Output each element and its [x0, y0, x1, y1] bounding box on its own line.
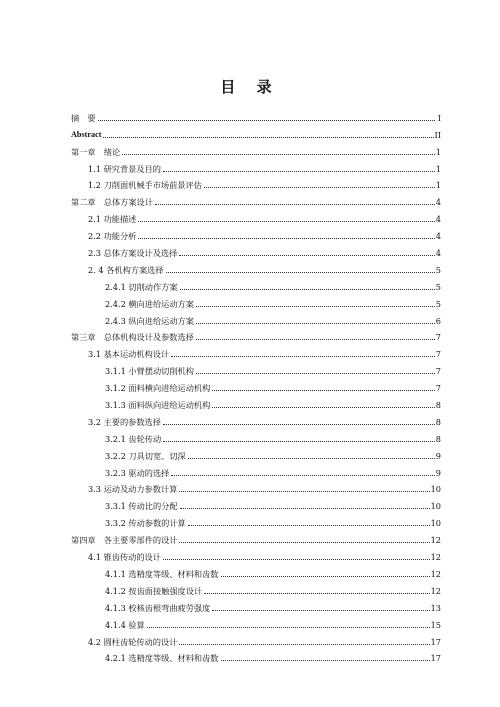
toc-entry[interactable] — [71, 140, 441, 157]
toc-entry-label: 3.1.1 小臂摆动切削机构 — [105, 366, 194, 377]
toc-entry-page-number: 9 — [435, 467, 441, 478]
toc-entry[interactable] — [71, 478, 441, 495]
dot-leader — [212, 384, 434, 391]
toc-entry[interactable] — [71, 630, 441, 647]
dot-leader — [196, 333, 435, 340]
toc-entry-label: 第三章 总体机构设计及参数选择 — [71, 332, 194, 343]
toc-entry[interactable] — [71, 579, 441, 596]
dot-leader — [212, 401, 434, 408]
toc-entry-label: 4.2 圆柱齿轮传动的设计 — [88, 636, 178, 647]
toc-entry[interactable] — [71, 613, 441, 630]
toc-entry[interactable] — [71, 511, 441, 528]
toc-entry-label: 2.4.1 切削动作方案 — [105, 281, 178, 292]
toc-entry-label: 3.3.1 传动比的分配 — [105, 501, 178, 512]
dot-leader — [180, 283, 435, 290]
toc-entry-label: 4.1.3 校核齿根弯曲疲劳强度 — [105, 602, 211, 613]
toc-entry-label: 第一章 绪论 — [71, 146, 121, 157]
toc-entry-page-number: 12 — [430, 585, 441, 596]
toc-entry-page-number: I — [437, 112, 441, 123]
toc-entry[interactable] — [71, 647, 441, 664]
toc-entry-label: 4.1 锥齿传动的设计 — [88, 552, 161, 563]
dot-leader — [221, 654, 430, 661]
toc-entry-label: 2.4.3 纵向进给运动方案 — [105, 315, 194, 326]
dot-leader — [188, 519, 430, 526]
toc-entry-page-number: 1 — [435, 163, 441, 174]
dot-leader — [138, 215, 434, 222]
toc-entry-page-number: 10 — [430, 484, 441, 495]
toc-entry-page-number: 15 — [430, 619, 441, 630]
toc-entry-label: 3.2 主要的参数选择 — [88, 416, 161, 427]
toc-entry-page-number: 7 — [435, 383, 441, 394]
toc-entry-page-number: 12 — [430, 568, 441, 579]
toc-entry-page-number: 8 — [435, 416, 441, 427]
dot-leader — [212, 604, 429, 611]
dot-leader — [103, 131, 433, 138]
toc-entry[interactable] — [71, 494, 441, 511]
toc-entry[interactable] — [71, 157, 441, 174]
toc-entry-page-number: 10 — [430, 518, 441, 529]
toc-list — [71, 106, 441, 663]
toc-entry-page-number: 10 — [430, 501, 441, 512]
dot-leader — [204, 587, 429, 594]
toc-entry[interactable] — [71, 106, 441, 123]
dot-leader — [196, 367, 435, 374]
toc-entry[interactable] — [71, 545, 441, 562]
toc-entry[interactable] — [71, 309, 441, 326]
toc-entry[interactable] — [71, 207, 441, 224]
toc-entry-label: 2.4.2 横向进给运动方案 — [105, 298, 194, 309]
toc-entry-label: 3.2.2 刀具切宽、切深 — [105, 450, 186, 461]
toc-entry-label: 3.2.1 齿轮传动 — [105, 433, 162, 444]
toc-entry-page-number: 4 — [435, 197, 441, 208]
toc-entry-page-number: 7 — [435, 332, 441, 343]
toc-entry-label: 3.3.2 传动参数的计算 — [105, 518, 186, 529]
dot-leader — [163, 418, 435, 425]
dot-leader — [147, 621, 430, 628]
dot-leader — [179, 249, 434, 256]
toc-entry[interactable] — [71, 359, 441, 376]
toc-entry[interactable] — [71, 190, 441, 207]
toc-entry[interactable] — [71, 528, 441, 545]
dot-leader — [179, 485, 429, 492]
toc-entry[interactable] — [71, 427, 441, 444]
toc-entry-label: 3.3 运动及动力参数计算 — [88, 484, 178, 495]
toc-entry[interactable] — [71, 275, 441, 292]
toc-entry-label: 2.2 功能分析 — [88, 231, 137, 242]
toc-entry-page-number: 8 — [435, 400, 441, 411]
toc-entry-label: 2.1 功能描述 — [88, 214, 137, 225]
toc-entry-label: 3.1.3 面料纵向进给运动机构 — [105, 400, 211, 411]
toc-entry-label: 3.1.2 面料横向进给运动机构 — [105, 383, 211, 394]
dot-leader — [188, 452, 435, 459]
dot-leader — [179, 536, 429, 543]
toc-entry-page-number: 7 — [435, 366, 441, 377]
toc-entry-label: 第四章 各主要零部件的设计 — [71, 535, 178, 546]
toc-entry-page-number: 8 — [435, 433, 441, 444]
toc-entry-page-number: 4 — [435, 214, 441, 225]
toc-entry-label: 2.3 总体方案设计及选择 — [88, 248, 178, 259]
toc-entry-page-number: 5 — [435, 298, 441, 309]
toc-title: 目 录 — [220, 78, 280, 96]
dot-leader — [163, 165, 435, 172]
toc-entry-label: 4.1.1 选精度等级、材料和齿数 — [105, 568, 219, 579]
toc-entry-label: 4.1.4 验算 — [105, 619, 145, 630]
toc-entry-label: 1.1 研究背景及目的 — [88, 163, 161, 174]
toc-entry[interactable] — [71, 123, 441, 140]
toc-entry-page-number: 17 — [430, 636, 441, 647]
toc-entry[interactable] — [71, 562, 441, 579]
toc-entry-page-number: 6 — [435, 315, 441, 326]
dot-leader — [171, 350, 435, 357]
dot-leader — [196, 300, 435, 307]
toc-entry[interactable] — [71, 376, 441, 393]
toc-entry[interactable] — [71, 241, 441, 258]
toc-entry-page-number: 12 — [430, 552, 441, 563]
dot-leader — [179, 638, 429, 645]
toc-entry-label: 4.2.1 选精度等级、材料和齿数 — [105, 653, 219, 664]
dot-leader — [122, 148, 435, 155]
toc-entry-page-number: 5 — [435, 264, 441, 275]
toc-entry[interactable] — [71, 393, 441, 410]
toc-entry-label: 第二章 总体方案设计 — [71, 197, 153, 208]
dot-leader — [180, 502, 430, 509]
dot-leader — [204, 181, 435, 188]
dot-leader — [196, 317, 435, 324]
dot-leader — [163, 435, 435, 442]
dot-leader — [166, 266, 435, 273]
toc-entry-label: 3.1 基本运动机构设计 — [88, 349, 170, 360]
toc-entry[interactable] — [71, 342, 441, 359]
toc-entry[interactable] — [71, 224, 441, 241]
dot-leader — [98, 114, 435, 121]
toc-entry-page-number: 5 — [435, 281, 441, 292]
toc-entry[interactable] — [71, 596, 441, 613]
toc-entry-label: Abstract — [71, 129, 102, 139]
toc-entry-label: 摘 要 — [71, 112, 96, 123]
toc-entry-page-number: 9 — [435, 450, 441, 461]
toc-entry[interactable] — [71, 461, 441, 478]
toc-entry-page-number: 12 — [430, 535, 441, 546]
toc-entry-page-number: 1 — [435, 180, 441, 191]
dot-leader — [155, 198, 435, 205]
toc-entry[interactable] — [71, 258, 441, 275]
toc-entry-page-number: 7 — [435, 349, 441, 360]
toc-entry[interactable] — [71, 292, 441, 309]
toc-entry-page-number: 4 — [435, 231, 441, 242]
toc-entry-page-number: II — [434, 129, 441, 140]
dot-leader — [138, 232, 434, 239]
toc-entry-page-number: 1 — [435, 146, 441, 157]
toc-entry[interactable] — [71, 326, 441, 343]
dot-leader — [221, 570, 430, 577]
toc-entry-page-number: 4 — [435, 248, 441, 259]
toc-entry-label: 2. 4 各机构方案选择 — [88, 264, 164, 275]
toc-entry[interactable] — [71, 174, 441, 191]
toc-entry-page-number: 17 — [430, 653, 441, 664]
toc-entry[interactable] — [71, 410, 441, 427]
toc-entry-page-number: 13 — [430, 602, 441, 613]
dot-leader — [163, 553, 430, 560]
toc-entry-label: 1.2 刀削面机械手市场前景评估 — [88, 180, 202, 191]
toc-entry[interactable] — [71, 444, 441, 461]
toc-entry-label: 3.2.3 驱动的选择 — [105, 467, 170, 478]
toc-entry-label: 4.1.2 按齿面接触强度设计 — [105, 585, 203, 596]
dot-leader — [171, 469, 434, 476]
